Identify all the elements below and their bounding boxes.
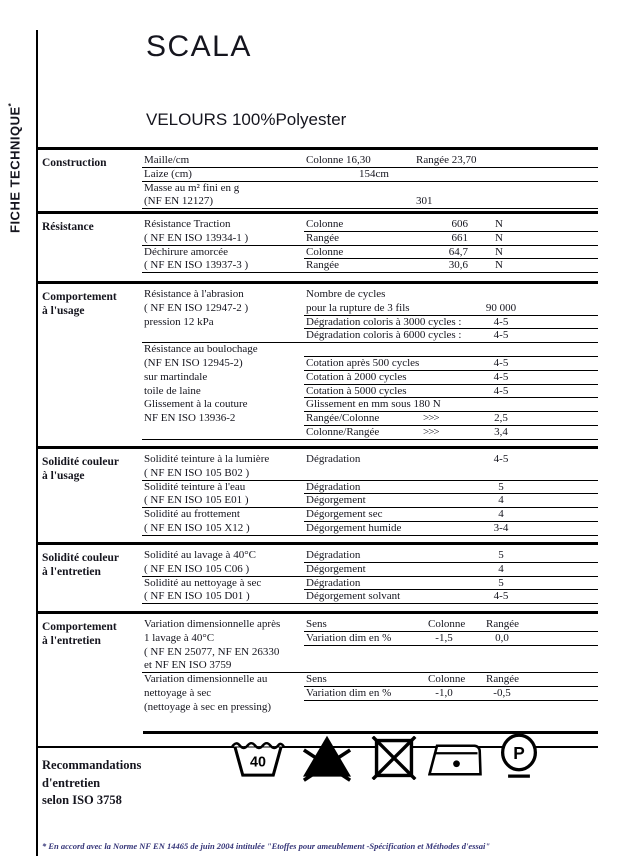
row-values bbox=[304, 577, 598, 591]
sidebar-label-asterisk: * bbox=[7, 102, 16, 107]
row-test-name: ( NF EN ISO 13934-1 ) bbox=[144, 231, 249, 244]
row-values bbox=[304, 549, 598, 563]
do-not-tumble-dry-icon bbox=[371, 736, 417, 785]
row-test-name: Masse au m² fini en g bbox=[144, 181, 240, 194]
section-label: Construction bbox=[42, 157, 107, 169]
row-values bbox=[304, 329, 598, 342]
table-row bbox=[142, 195, 598, 209]
do-not-bleach-icon bbox=[300, 734, 354, 787]
cell-mid1: 154cm bbox=[359, 167, 389, 180]
table-row bbox=[142, 494, 598, 508]
cell-arrow: >>> bbox=[423, 425, 439, 438]
cell-label: Dégradation coloris à 6000 cycles : bbox=[306, 329, 462, 342]
row-values bbox=[304, 646, 598, 660]
cell-value: 4-5 bbox=[493, 384, 509, 397]
cell-label: Dégorgement humide bbox=[306, 521, 402, 534]
cell-label: Nombre de cycles bbox=[306, 288, 386, 300]
cell-num: 661 bbox=[451, 231, 468, 244]
cell-label: Dégorgement solvant bbox=[306, 590, 401, 603]
row-test-name: Solidité au nettoyage à sec bbox=[144, 576, 262, 589]
cell-value: 3-4 bbox=[493, 521, 509, 534]
cell-num: 606 bbox=[451, 218, 468, 230]
row-values bbox=[304, 343, 598, 357]
row-values bbox=[304, 232, 598, 245]
iron-one-dot-icon bbox=[428, 741, 482, 781]
row-test-name: Solidité teinture à l'eau bbox=[144, 480, 246, 493]
table-row bbox=[142, 590, 598, 604]
cell-label: Sens bbox=[306, 618, 327, 630]
cell-unit: N bbox=[495, 245, 503, 258]
cell-h1: Colonne bbox=[428, 673, 466, 686]
cell-label: Sens bbox=[306, 673, 327, 686]
cell-h2: Rangée bbox=[486, 618, 519, 630]
table-row bbox=[142, 701, 598, 715]
row-values bbox=[304, 522, 598, 535]
cell-value: 90 000 bbox=[485, 301, 517, 314]
cell-value: 5 bbox=[498, 480, 504, 493]
table-row bbox=[142, 577, 598, 591]
row-test-name: ( NF EN ISO 105 C06 ) bbox=[144, 562, 250, 575]
section-label: Solidité couleur à l'entretien bbox=[42, 552, 119, 578]
section-comportement-usage bbox=[36, 281, 598, 446]
row-values bbox=[304, 182, 598, 196]
row-test-name: ( NF EN ISO 105 E01 ) bbox=[144, 494, 249, 507]
cell-label: Rangée/Colonne bbox=[306, 412, 380, 425]
row-values bbox=[304, 357, 598, 371]
row-values bbox=[304, 494, 598, 507]
row-test-name: ( NF EN ISO 105 B02 ) bbox=[144, 466, 250, 479]
table-row bbox=[142, 549, 598, 563]
cell-value: 4-5 bbox=[493, 329, 509, 342]
table-row bbox=[142, 398, 598, 412]
cell-label: Colonne 16,30 bbox=[306, 154, 371, 166]
cell-value: 3,4 bbox=[494, 425, 508, 438]
section-solidite-couleur-usage bbox=[36, 446, 598, 542]
row-test-name: Laize (cm) bbox=[144, 167, 192, 180]
care-heading-line: d'entretien bbox=[42, 775, 101, 790]
table-row bbox=[142, 232, 598, 246]
cell-mid2: Rangée 23,70 bbox=[416, 154, 477, 166]
cell-num: 30,6 bbox=[448, 259, 468, 272]
section-comportement-entretien bbox=[36, 611, 598, 733]
cell-v1: -1,5 bbox=[435, 631, 453, 644]
cell-label: Dégorgement bbox=[306, 494, 366, 507]
table-row bbox=[142, 154, 598, 168]
table-row bbox=[142, 246, 598, 260]
row-values bbox=[304, 302, 598, 316]
row-values bbox=[304, 154, 598, 167]
cell-label: Dégradation bbox=[306, 576, 361, 589]
row-test-name: Déchirure amorcée bbox=[144, 245, 228, 258]
row-test-name: et NF EN ISO 3759 bbox=[144, 659, 232, 672]
cell-label: Colonne bbox=[306, 218, 344, 230]
row-test-name: sur martindale bbox=[144, 370, 208, 383]
table-row bbox=[142, 412, 598, 426]
table-row bbox=[142, 168, 598, 182]
table-row bbox=[142, 343, 598, 357]
cell-label: Colonne/Rangée bbox=[306, 425, 380, 438]
table-row bbox=[142, 659, 598, 673]
table-row bbox=[142, 371, 598, 385]
section-label: Comportement à l'entretien bbox=[42, 621, 117, 647]
cell-value: 4-5 bbox=[493, 453, 509, 465]
cell-value: 4-5 bbox=[493, 590, 509, 603]
page-title: SCALA bbox=[146, 30, 252, 63]
row-values bbox=[304, 467, 598, 480]
section-label: Résistance bbox=[42, 221, 94, 233]
cell-label: Cotation à 2000 cycles bbox=[306, 370, 407, 383]
footnote: * En accord avec la Norme NF EN 14465 de juin 2004 intitulée "Etoffes pour ameublement -Spécification et Méthodes d'essai" bbox=[42, 841, 491, 851]
cell-value: 4-5 bbox=[493, 370, 509, 383]
row-test-name: ( NF EN ISO 105 D01 ) bbox=[144, 590, 250, 603]
row-test-name: Solidité au lavage à 40°C bbox=[144, 549, 256, 561]
row-test-name: toile de laine bbox=[144, 384, 201, 397]
row-test-name: Résistance Traction bbox=[144, 218, 231, 230]
row-test-name: (NF EN 12127) bbox=[144, 195, 214, 208]
cell-v2: 0,0 bbox=[495, 631, 509, 644]
spec-table bbox=[36, 147, 598, 733]
row-values bbox=[304, 398, 598, 412]
cell-value: 4 bbox=[498, 562, 504, 575]
cell-value: 4 bbox=[498, 508, 504, 521]
table-row bbox=[142, 687, 598, 701]
care-heading-line: selon ISO 3758 bbox=[42, 793, 122, 807]
cell-label: Dégradation coloris à 3000 cycles : bbox=[306, 315, 462, 328]
section-label: Comportement à l'usage bbox=[42, 291, 117, 317]
table-row bbox=[142, 182, 598, 196]
cell-unit: N bbox=[495, 218, 503, 230]
row-values bbox=[304, 701, 598, 715]
row-values bbox=[304, 371, 598, 385]
row-values bbox=[304, 453, 598, 467]
cell-label: Variation dim en % bbox=[306, 631, 392, 644]
row-values bbox=[304, 288, 598, 302]
cell-label: Rangée bbox=[306, 231, 339, 244]
cell-label: Dégorgement sec bbox=[306, 508, 383, 521]
cell-unit: N bbox=[495, 231, 503, 244]
row-test-name: Résistance à l'abrasion bbox=[144, 288, 244, 300]
row-test-name: NF EN ISO 13936-2 bbox=[144, 412, 236, 425]
table-row bbox=[142, 563, 598, 577]
table-row bbox=[142, 316, 598, 330]
table-row bbox=[142, 426, 598, 440]
row-values bbox=[304, 481, 598, 495]
section-construction bbox=[36, 147, 598, 211]
row-test-name: Maille/cm bbox=[144, 154, 190, 166]
fabric-composition-subtitle: VELOURS 100%Polyester bbox=[146, 110, 347, 129]
cell-label: Dégradation bbox=[306, 480, 361, 493]
table-row bbox=[142, 329, 598, 343]
cell-label: Rangée bbox=[306, 259, 339, 272]
row-values bbox=[304, 246, 598, 260]
row-values bbox=[304, 632, 598, 646]
row-test-name: nettoyage à sec bbox=[144, 686, 212, 699]
table-row bbox=[142, 259, 598, 273]
table-row bbox=[142, 673, 598, 687]
cell-unit: N bbox=[495, 259, 503, 272]
table-row bbox=[142, 646, 598, 660]
row-values bbox=[304, 659, 598, 672]
cell-value: 5 bbox=[498, 549, 504, 561]
cell-mid2: 301 bbox=[416, 195, 433, 208]
row-test-name bbox=[142, 426, 304, 439]
cell-label: Dégorgement bbox=[306, 562, 366, 575]
table-row bbox=[142, 467, 598, 481]
care-heading bbox=[42, 757, 141, 810]
row-test-name: Solidité au frottement bbox=[144, 508, 240, 521]
section-solidite-couleur-entretien bbox=[36, 542, 598, 611]
table-row bbox=[142, 288, 598, 302]
row-test-name: 1 lavage à 40°C bbox=[144, 631, 215, 644]
row-values bbox=[304, 508, 598, 522]
row-values bbox=[304, 195, 598, 208]
row-values bbox=[304, 618, 598, 632]
cell-v2: -0,5 bbox=[493, 686, 511, 699]
row-test-name: (nettoyage à sec en pressing) bbox=[144, 700, 272, 713]
row-test-name: Glissement à la couture bbox=[144, 398, 248, 411]
row-test-name: ( NF EN ISO 13937-3 ) bbox=[144, 259, 249, 272]
row-values bbox=[304, 316, 598, 330]
cell-value: 2,5 bbox=[494, 412, 508, 425]
row-test-name: Solidité teinture à la lumière bbox=[144, 453, 270, 465]
row-test-name: pression 12 kPa bbox=[144, 315, 214, 328]
sidebar-label-text: FICHE TECHNIQUE bbox=[7, 106, 23, 233]
section-label: Solidité couleur à l'usage bbox=[42, 456, 119, 482]
sidebar-vertical-label bbox=[7, 103, 22, 233]
row-values bbox=[304, 426, 598, 439]
row-values bbox=[304, 673, 598, 687]
cell-value: 4-5 bbox=[493, 356, 509, 369]
cell-v1: -1,0 bbox=[435, 686, 453, 699]
table-row bbox=[142, 522, 598, 536]
cell-label: Dégradation bbox=[306, 549, 361, 561]
cell-value: 4 bbox=[498, 494, 504, 507]
table-row bbox=[142, 453, 598, 467]
table-row bbox=[142, 481, 598, 495]
cell-label: pour la rupture de 3 fils bbox=[306, 301, 410, 314]
care-heading-line: Recommandations bbox=[42, 758, 142, 772]
cell-h2: Rangée bbox=[486, 673, 519, 686]
table-row bbox=[142, 385, 598, 399]
cell-label: Dégradation bbox=[306, 453, 361, 465]
svg-text:40: 40 bbox=[250, 754, 266, 771]
svg-text:P: P bbox=[513, 742, 525, 763]
table-row bbox=[142, 357, 598, 371]
cell-num: 64,7 bbox=[448, 245, 468, 258]
row-test-name: ( NF EN ISO 12947-2 ) bbox=[144, 301, 249, 314]
row-values bbox=[304, 168, 598, 181]
cell-arrow: >>> bbox=[423, 412, 439, 425]
row-values bbox=[304, 259, 598, 272]
table-row bbox=[142, 302, 598, 316]
cell-label: Cotation à 5000 cycles bbox=[306, 384, 407, 397]
row-test-name bbox=[142, 329, 304, 342]
table-row bbox=[142, 632, 598, 646]
cell-label: Cotation après 500 cycles bbox=[306, 356, 420, 369]
row-test-name: ( NF EN 25077, NF EN 26330 bbox=[144, 645, 280, 658]
cell-h1: Colonne bbox=[428, 618, 466, 630]
cell-label: Colonne bbox=[306, 245, 344, 258]
row-values bbox=[304, 590, 598, 603]
cell-value: 4-5 bbox=[493, 315, 509, 328]
row-values bbox=[304, 687, 598, 701]
dry-clean-p-icon bbox=[499, 734, 539, 785]
row-values bbox=[304, 218, 598, 232]
row-values bbox=[304, 412, 598, 426]
row-values bbox=[304, 385, 598, 399]
row-test-name: Résistance au boulochage bbox=[144, 343, 258, 356]
row-test-name: Variation dimensionnelle après bbox=[144, 618, 281, 630]
cell-label: Glissement en mm sous 180 N bbox=[306, 398, 441, 411]
section-resistance bbox=[36, 211, 598, 281]
cell-value: 5 bbox=[498, 576, 504, 589]
wash-40-icon bbox=[231, 737, 285, 783]
table-row bbox=[142, 508, 598, 522]
cell-label: Variation dim en % bbox=[306, 686, 392, 699]
table-row bbox=[142, 218, 598, 232]
row-test-name: ( NF EN ISO 105 X12 ) bbox=[144, 521, 250, 534]
table-row bbox=[142, 618, 598, 632]
row-values bbox=[304, 563, 598, 576]
row-test-name: (NF EN ISO 12945-2) bbox=[144, 356, 243, 369]
row-test-name: Variation dimensionnelle au bbox=[144, 673, 268, 686]
